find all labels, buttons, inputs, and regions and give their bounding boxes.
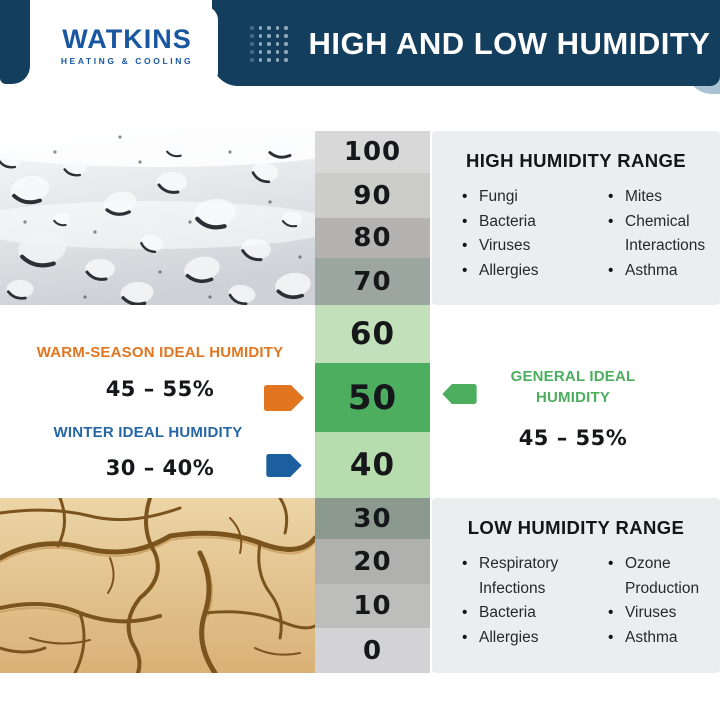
- list-item: • Viruses: [462, 234, 584, 259]
- list-item: • Mites: [608, 185, 720, 210]
- list-item: • Bacteria: [462, 210, 584, 235]
- brand-logo: [36, 6, 218, 86]
- low-humidity-title: LOW HUMIDITY RANGE: [467, 517, 685, 538]
- list-item: • Respiratory Infections: [462, 552, 584, 601]
- low-humidity-list-left: [462, 552, 584, 650]
- low-humidity-list-right: [608, 552, 720, 650]
- list-item: • Allergies: [462, 259, 584, 284]
- humidity-scale: [315, 131, 430, 673]
- high-humidity-panel: [432, 131, 720, 305]
- scale-band-30: 30: [315, 498, 430, 539]
- scale-band-40: 40: [315, 432, 430, 498]
- scale-band-0: 0: [315, 628, 430, 673]
- list-item: • Allergies: [462, 626, 584, 651]
- winter-range: 30 – 40%: [105, 456, 215, 480]
- header-left-tab: [0, 0, 30, 84]
- list-item: • Viruses: [608, 601, 720, 626]
- general-ideal-range: 45 – 55%: [518, 426, 628, 450]
- warm-season-range: 45 – 55%: [105, 377, 215, 401]
- cracked-earth-image: [0, 498, 315, 673]
- scale-band-80: 80: [315, 218, 430, 258]
- list-item: • Chemical Interactions: [608, 210, 720, 259]
- scale-band-90: 90: [315, 173, 430, 218]
- list-item: • Bacteria: [462, 601, 584, 626]
- high-humidity-list-left: [462, 185, 584, 283]
- scale-band-50: 50: [315, 363, 430, 432]
- winter-label: WINTER IDEAL HUMIDITY: [53, 424, 243, 441]
- list-item: • Ozone Production: [608, 552, 720, 601]
- high-humidity-list-right: [608, 185, 720, 283]
- scale-band-20: 20: [315, 539, 430, 584]
- scale-band-70: 70: [315, 258, 430, 305]
- list-item: • Asthma: [608, 626, 720, 651]
- low-humidity-panel: [432, 498, 720, 673]
- winter-right-arrow-icon: [266, 454, 302, 477]
- scale-band-60: 60: [315, 305, 430, 363]
- general-ideal-label: GENERAL IDEAL HUMIDITY: [510, 368, 636, 406]
- brand-name: WATKINS: [62, 24, 192, 54]
- header-bar: [212, 0, 720, 86]
- list-item: • Asthma: [608, 259, 720, 284]
- dots-pattern-icon: [248, 24, 290, 64]
- warm-season-label: WARM-SEASON IDEAL HUMIDITY: [36, 344, 284, 361]
- water-droplets-image: [0, 127, 315, 305]
- scale-band-10: 10: [315, 584, 430, 628]
- brand-tagline: HEATING & COOLING: [60, 56, 194, 66]
- general-left-arrow-icon: [442, 384, 477, 404]
- list-item: • Fungi: [462, 185, 584, 210]
- high-humidity-title: HIGH HUMIDITY RANGE: [465, 150, 687, 171]
- warm-right-arrow-icon: [264, 385, 304, 411]
- scale-band-100: 100: [315, 131, 430, 173]
- page-title: HIGH AND LOW HUMIDITY: [308, 26, 711, 61]
